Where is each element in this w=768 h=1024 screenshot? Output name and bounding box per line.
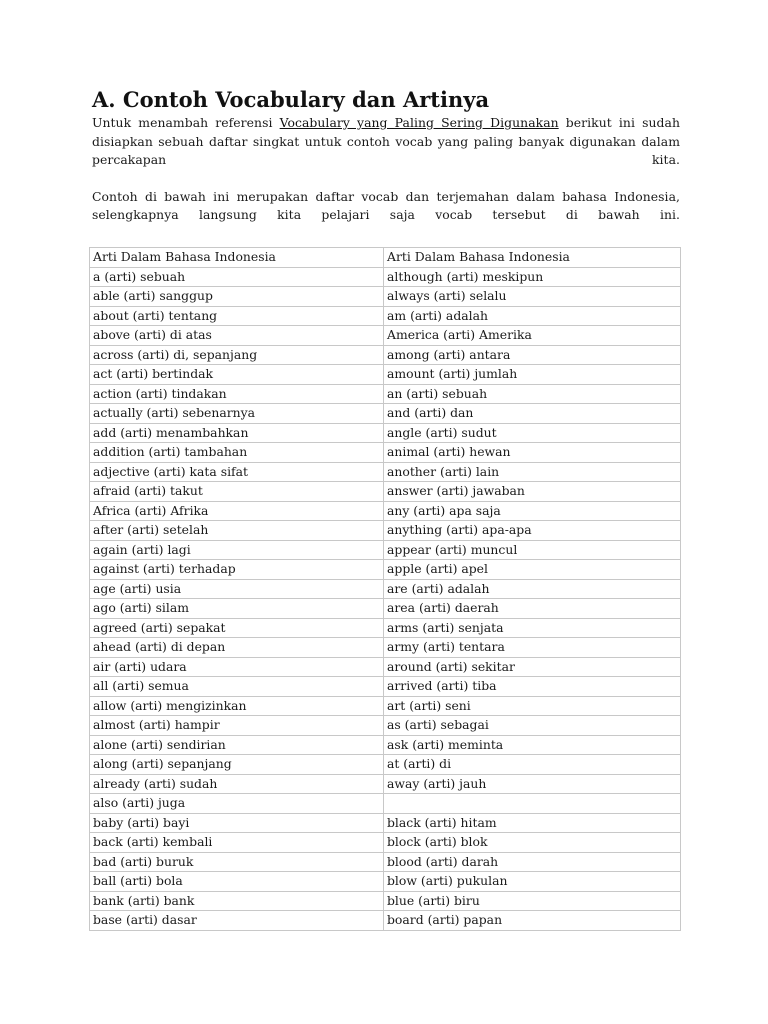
intro-text-before: Untuk menambah referensi — [92, 115, 280, 130]
table-cell: alone (arti) sendirian — [90, 735, 384, 755]
table-cell: an (arti) sebuah — [384, 384, 681, 404]
table-cell: angle (arti) sudut — [384, 423, 681, 443]
table-cell: afraid (arti) takut — [90, 482, 384, 502]
table-cell: arrived (arti) tiba — [384, 677, 681, 697]
table-header-row — [90, 248, 681, 268]
table-cell: area (arti) daerah — [384, 599, 681, 619]
vocabulary-table-body — [90, 248, 681, 931]
table-cell: again (arti) lagi — [90, 540, 384, 560]
intro-text-after: berikut ini sudah disiapkan sebuah daftar singkat untuk contoh vocab yang paling banyak digunakan dalam percakapan kita. — [92, 115, 680, 167]
table-cell: at (arti) di — [384, 755, 681, 775]
table-cell: a (arti) sebuah — [90, 267, 384, 287]
paragraph-spacer — [92, 170, 680, 188]
table-row — [90, 579, 681, 599]
table-cell: another (arti) lain — [384, 462, 681, 482]
table-cell: am (arti) adalah — [384, 306, 681, 326]
table-row — [90, 657, 681, 677]
second-paragraph: Contoh di bawah ini merupakan daftar vocab dan terjemahan dalam bahasa Indonesia, selengkapnya langsung kita pelajari saja vocab tersebut di bawah ini. — [92, 188, 680, 222]
column-header: Arti Dalam Bahasa Indonesia — [90, 248, 384, 268]
table-cell: blow (arti) pukulan — [384, 872, 681, 892]
table-row — [90, 833, 681, 853]
table-cell: add (arti) menambahkan — [90, 423, 384, 443]
table-cell: army (arti) tentara — [384, 638, 681, 658]
table-row — [90, 306, 681, 326]
table-cell: above (arti) di atas — [90, 326, 384, 346]
table-row — [90, 755, 681, 775]
table-row — [90, 618, 681, 638]
table-cell: among (arti) antara — [384, 345, 681, 365]
table-row — [90, 365, 681, 385]
table-row — [90, 443, 681, 463]
table-cell: across (arti) di, sepanjang — [90, 345, 384, 365]
document-page — [92, 86, 680, 225]
table-cell: block (arti) blok — [384, 833, 681, 853]
table-cell: always (arti) selalu — [384, 287, 681, 307]
table-cell: air (arti) udara — [90, 657, 384, 677]
table-cell: after (arti) setelah — [90, 521, 384, 541]
table-cell: amount (arti) jumlah — [384, 365, 681, 385]
table-cell: blood (arti) darah — [384, 852, 681, 872]
intro-paragraph — [92, 114, 680, 170]
table-cell: and (arti) dan — [384, 404, 681, 424]
table-row — [90, 696, 681, 716]
table-cell: around (arti) sekitar — [384, 657, 681, 677]
table-cell: age (arti) usia — [90, 579, 384, 599]
table-cell: ahead (arti) di depan — [90, 638, 384, 658]
table-row — [90, 638, 681, 658]
table-cell: arms (arti) senjata — [384, 618, 681, 638]
table-cell: bank (arti) bank — [90, 891, 384, 911]
table-cell: almost (arti) hampir — [90, 716, 384, 736]
table-cell: adjective (arti) kata sifat — [90, 462, 384, 482]
table-row — [90, 677, 681, 697]
table-cell: as (arti) sebagai — [384, 716, 681, 736]
table-cell: all (arti) semua — [90, 677, 384, 697]
table-cell: are (arti) adalah — [384, 579, 681, 599]
table-cell: allow (arti) mengizinkan — [90, 696, 384, 716]
table-cell: baby (arti) bayi — [90, 813, 384, 833]
table-cell: along (arti) sepanjang — [90, 755, 384, 775]
table-cell: answer (arti) jawaban — [384, 482, 681, 502]
table-cell: addition (arti) tambahan — [90, 443, 384, 463]
table-cell: agreed (arti) sepakat — [90, 618, 384, 638]
table-cell: against (arti) terhadap — [90, 560, 384, 580]
table-cell: back (arti) kembali — [90, 833, 384, 853]
table-cell: America (arti) Amerika — [384, 326, 681, 346]
table-row — [90, 774, 681, 794]
table-cell: actually (arti) sebenarnya — [90, 404, 384, 424]
table-cell: apple (arti) apel — [384, 560, 681, 580]
table-row — [90, 462, 681, 482]
table-row — [90, 521, 681, 541]
table-cell: board (arti) papan — [384, 911, 681, 931]
vocabulary-link[interactable]: Vocabulary yang Paling Sering Digunakan — [279, 115, 559, 130]
column-header: Arti Dalam Bahasa Indonesia — [384, 248, 681, 268]
table-cell: black (arti) hitam — [384, 813, 681, 833]
table-cell: ago (arti) silam — [90, 599, 384, 619]
table-row — [90, 501, 681, 521]
table-cell: Africa (arti) Afrika — [90, 501, 384, 521]
vocabulary-table — [89, 247, 681, 931]
table-row — [90, 716, 681, 736]
table-row — [90, 404, 681, 424]
table-cell — [384, 794, 681, 814]
table-row — [90, 482, 681, 502]
table-cell: ball (arti) bola — [90, 872, 384, 892]
table-row — [90, 345, 681, 365]
table-cell: any (arti) apa saja — [384, 501, 681, 521]
table-row — [90, 287, 681, 307]
table-row — [90, 813, 681, 833]
table-row — [90, 735, 681, 755]
table-cell: animal (arti) hewan — [384, 443, 681, 463]
table-row — [90, 872, 681, 892]
section-heading: A. Contoh Vocabulary dan Artinya — [92, 87, 490, 112]
table-cell: able (arti) sanggup — [90, 287, 384, 307]
table-row — [90, 384, 681, 404]
table-cell: although (arti) meskipun — [384, 267, 681, 287]
table-cell: base (arti) dasar — [90, 911, 384, 931]
table-row — [90, 599, 681, 619]
table-row — [90, 267, 681, 287]
table-cell: about (arti) tentang — [90, 306, 384, 326]
table-cell: bad (arti) buruk — [90, 852, 384, 872]
table-cell: away (arti) jauh — [384, 774, 681, 794]
table-row — [90, 891, 681, 911]
table-cell: already (arti) sudah — [90, 774, 384, 794]
table-row — [90, 852, 681, 872]
table-cell: art (arti) seni — [384, 696, 681, 716]
table-row — [90, 794, 681, 814]
table-cell: anything (arti) apa-apa — [384, 521, 681, 541]
table-row — [90, 540, 681, 560]
table-row — [90, 326, 681, 346]
table-cell: appear (arti) muncul — [384, 540, 681, 560]
table-row — [90, 423, 681, 443]
table-cell: also (arti) juga — [90, 794, 384, 814]
table-row — [90, 560, 681, 580]
table-cell: act (arti) bertindak — [90, 365, 384, 385]
table-cell: ask (arti) meminta — [384, 735, 681, 755]
table-row — [90, 911, 681, 931]
table-cell: action (arti) tindakan — [90, 384, 384, 404]
table-cell: blue (arti) biru — [384, 891, 681, 911]
